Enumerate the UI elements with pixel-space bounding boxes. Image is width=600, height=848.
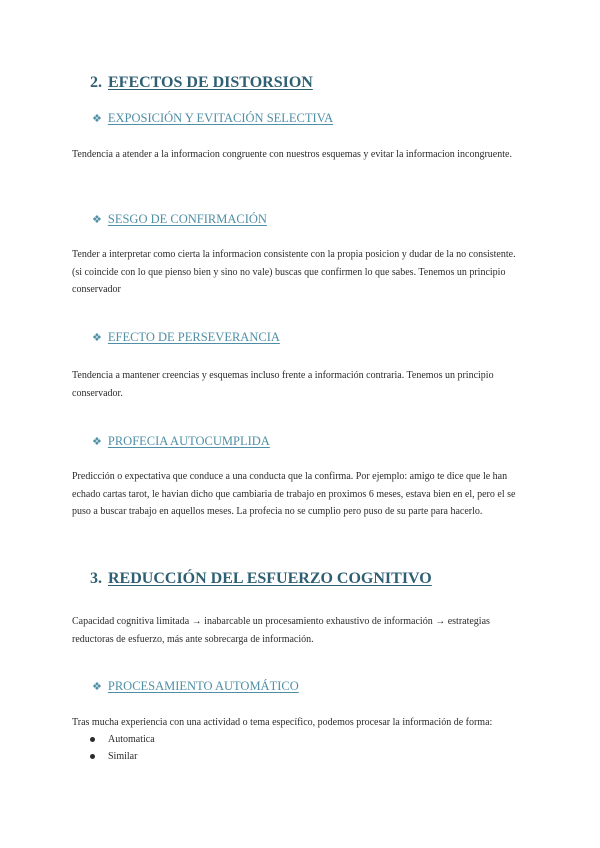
- section-2-number: 2.: [90, 74, 102, 91]
- subsection-heading-perseverancia: [92, 330, 280, 345]
- section-3-heading: [90, 570, 432, 588]
- list-item: Similar: [90, 748, 155, 765]
- diamond-bullet-icon: ❖: [92, 436, 102, 448]
- section-2-heading: [90, 74, 313, 92]
- diamond-bullet-icon: ❖: [92, 681, 102, 693]
- subsection-heading-exposicion: [92, 111, 333, 126]
- section-3-number: 3.: [90, 570, 102, 587]
- paragraph-reduccion-intro: Capacidad cognitiva limitada → inabarcable un procesamiento exhaustivo de información → estrategias reductoras de esfuerzo, más ante sobrecarga de información.: [72, 616, 490, 645]
- paragraph-perseverancia: Tendencia a mantener creencias y esquemas incluso frente a información contraria. Tenemos un principio conservador.: [72, 370, 494, 399]
- section-3-title: REDUCCIÓN DEL ESFUERZO COGNITIVO: [108, 570, 432, 587]
- subsection-heading-profecia: [92, 434, 270, 449]
- list-item: Automatica: [90, 731, 155, 748]
- diamond-bullet-icon: ❖: [92, 332, 102, 344]
- diamond-bullet-icon: ❖: [92, 214, 102, 226]
- section-2-title: EFECTOS DE DISTORSION: [108, 74, 313, 91]
- diamond-bullet-icon: ❖: [92, 113, 102, 125]
- subsection-title: PROCESAMIENTO AUTOMÁTICO: [107, 679, 299, 693]
- paragraph-exposicion: Tendencia a atender a la informacion congruente con nuestros esquemas y evitar la informacion incongruente.: [72, 149, 512, 160]
- paragraph-procesamiento: Tras mucha experiencia con una actividad o tema específico, podemos procesar la información de forma:: [72, 717, 493, 728]
- subsection-title: EXPOSICIÓN Y EVITACIÓN SELECTIVA: [107, 111, 334, 125]
- subsection-title: PROFECIA AUTOCUMPLIDA: [107, 434, 270, 448]
- subsection-heading-sesgo: [92, 212, 267, 227]
- bullet-list: [90, 731, 155, 765]
- subsection-title: EFECTO DE PERSEVERANCIA: [107, 330, 280, 344]
- paragraph-profecia: Predicción o expectativa que conduce a una conducta que la confirma. Por ejemplo: amigo te dice que le han echado cartas tarot, le havian dicho que cambiaria de trabajo en proximos 6 meses, estava bien en el, pero el se puso a buscar trabajo en aquellos meses. La profecia no se cumplio pero puso de su parte para hacerlo.: [72, 471, 516, 517]
- paragraph-sesgo: Tender a interpretar como cierta la informacion consistente con la propia posicion y dudar de la no consistente. (si coincide con lo que pienso bien y sino no vale) buscas que confirmen lo que sabes. Tenemos un principio conservador: [72, 249, 516, 295]
- subsection-title: SESGO DE CONFIRMACIÓN: [107, 212, 267, 226]
- subsection-heading-procesamiento: [92, 679, 299, 694]
